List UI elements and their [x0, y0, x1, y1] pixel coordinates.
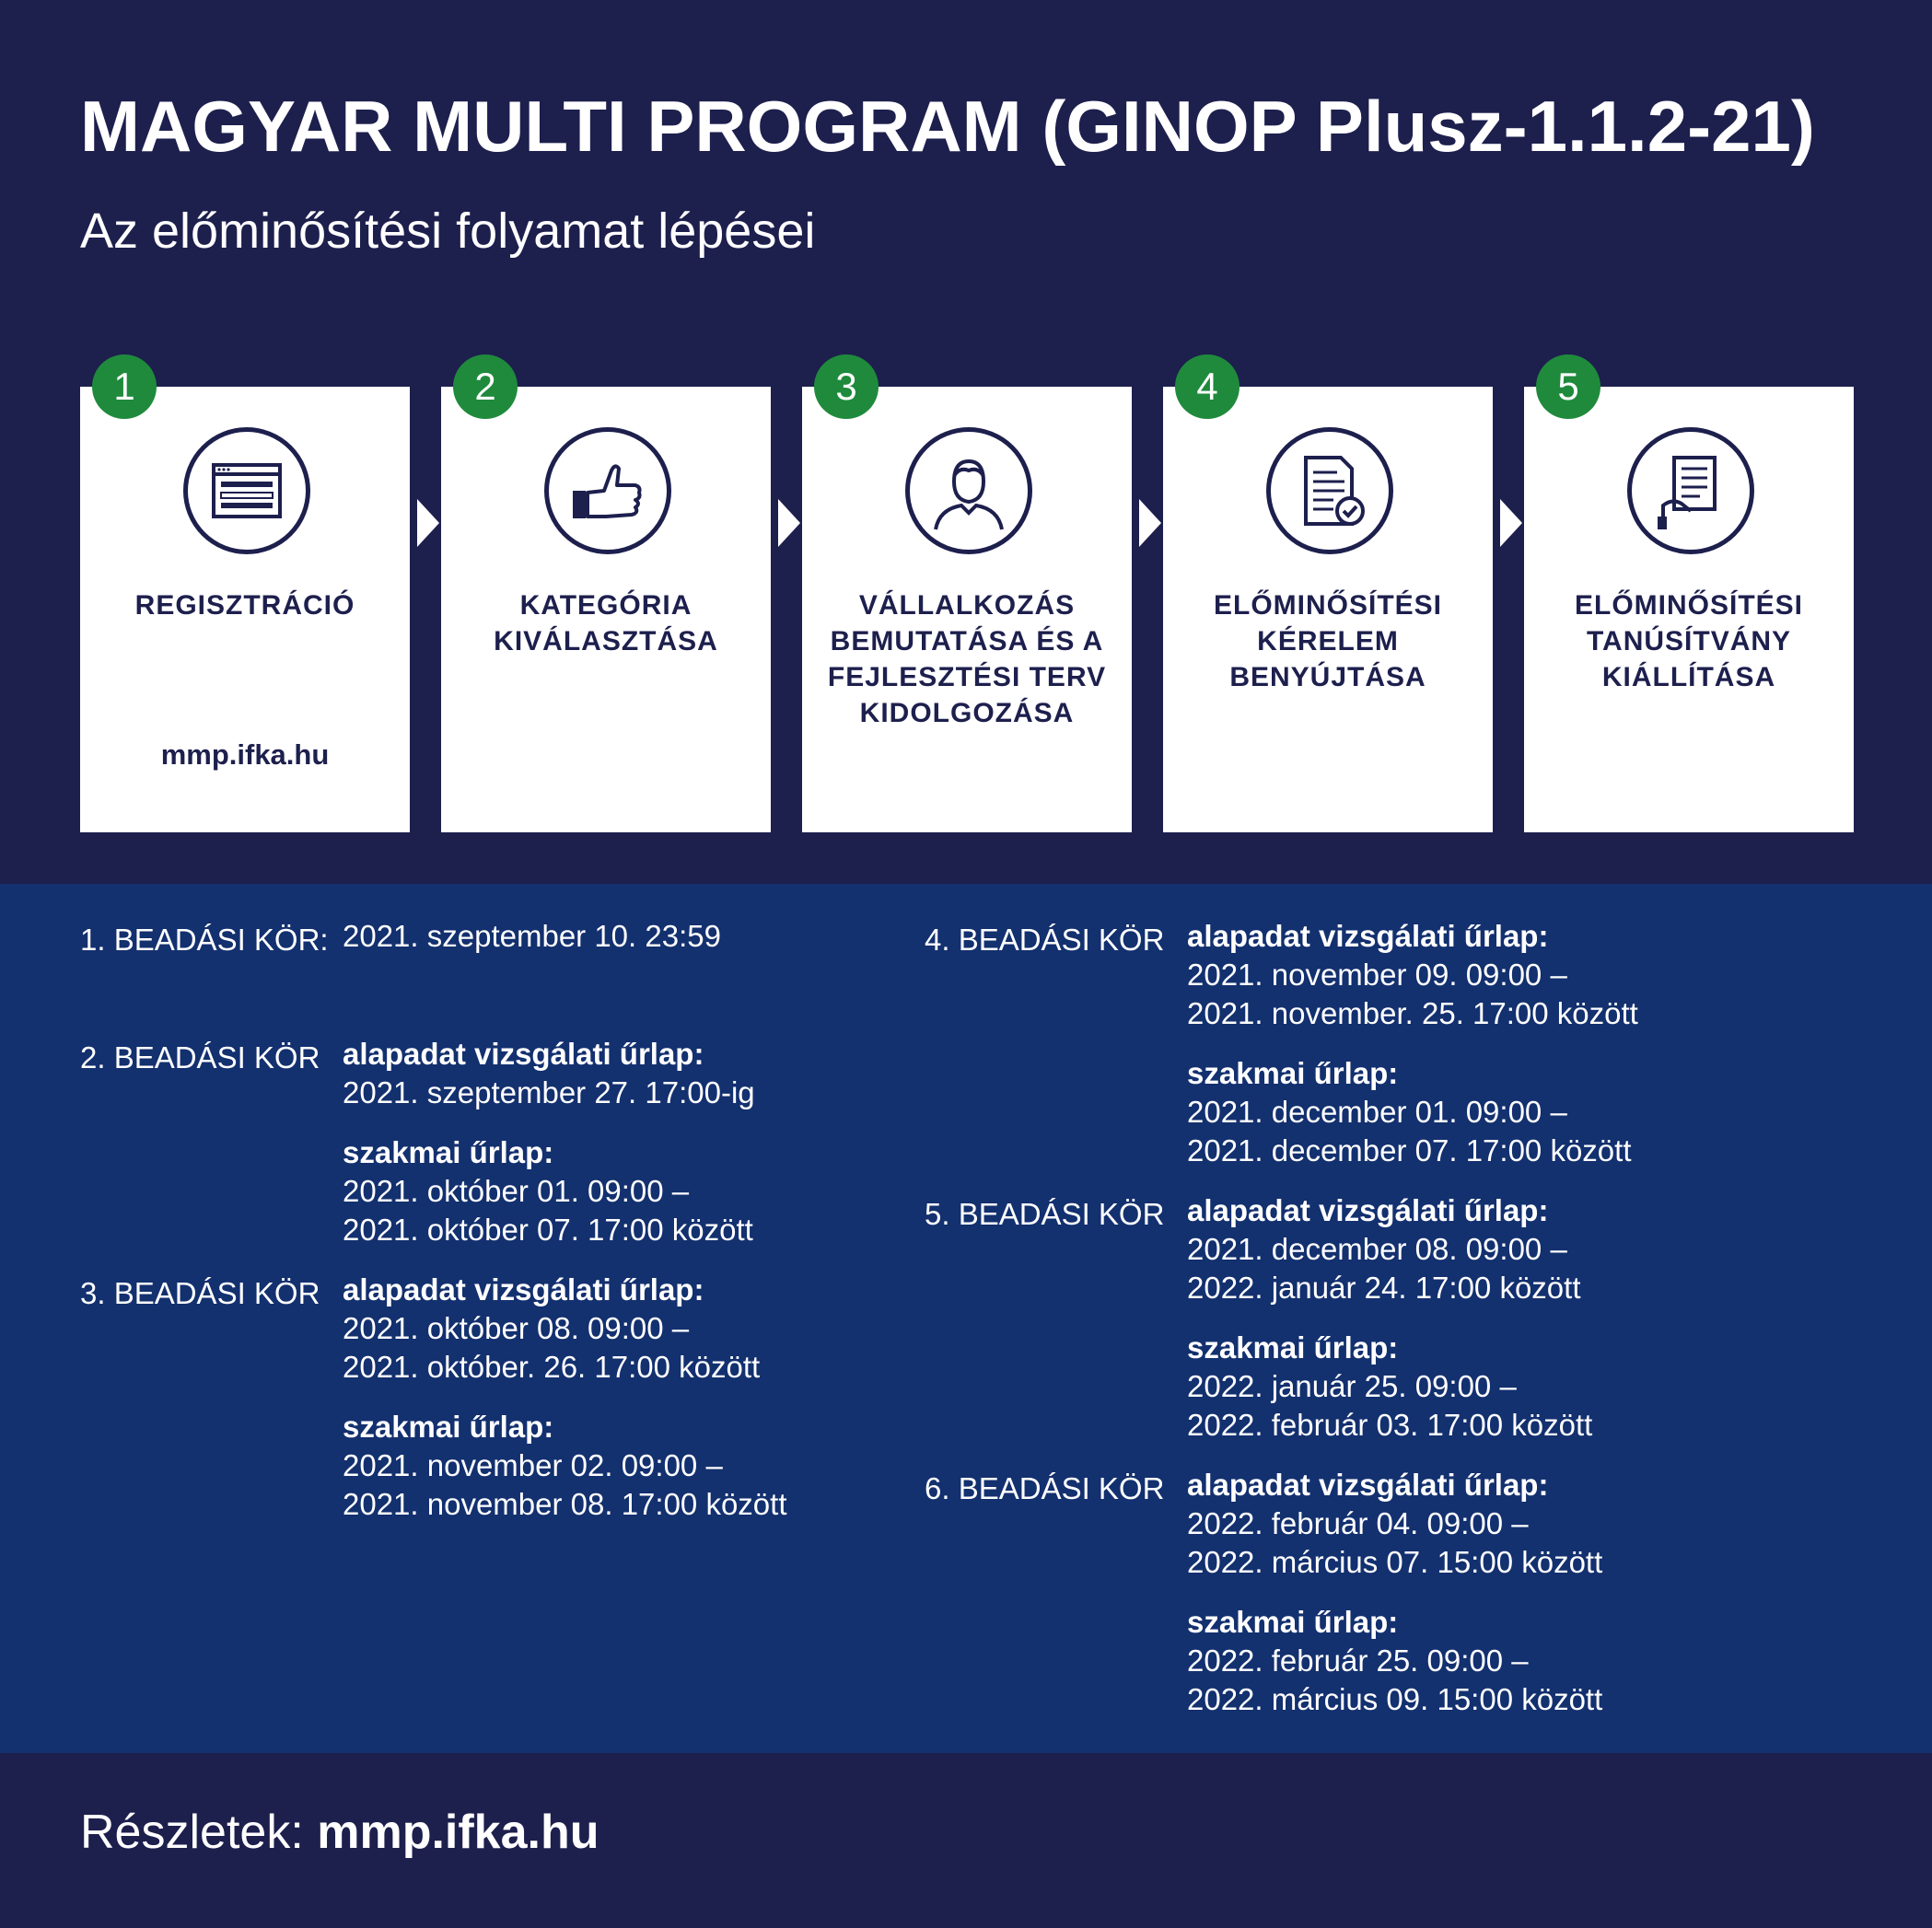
browser-window-icon	[183, 427, 310, 554]
step-card-3	[802, 387, 1132, 832]
step-card-4	[1163, 387, 1493, 832]
step-badge-5: 5	[1536, 354, 1600, 419]
footer-link[interactable]: mmp.ifka.hu	[317, 1806, 599, 1859]
round-1-value: 2021. szeptember 10. 23:59	[343, 919, 721, 953]
round-5-label: 5. BEADÁSI KÖR	[925, 1197, 1165, 1231]
round-3-value: alapadat vizsgálati űrlap: 2021. október 08. 09:00 – 2021. október. 26. 17:00 között szakmai űrlap: 2021. november 02. 09:00 – 2021. november 08. 17:00 között	[343, 1272, 787, 1521]
footer	[80, 1805, 599, 1860]
step-label-2: KATEGÓRIA KIVÁLASZTÁSA	[494, 590, 718, 656]
certificate-hand-icon	[1627, 427, 1754, 554]
arrow-right-icon	[778, 499, 800, 547]
round-2-value: alapadat vizsgálati űrlap: 2021. szeptember 27. 17:00-ig szakmai űrlap: 2021. október 01. 09:00 – 2021. október 07. 17:00 között	[343, 1037, 755, 1247]
step-badge-3: 3	[814, 354, 879, 419]
round-4-value: alapadat vizsgálati űrlap: 2021. november 09. 09:00 – 2021. november. 25. 17:00 között szakmai űrlap: 2021. december 01. 09:00 – 2021. december 07. 17:00 között	[1187, 919, 1638, 1167]
step-card-2	[441, 387, 771, 832]
footer-prefix: Részletek:	[80, 1806, 318, 1859]
step-badge-4: 4	[1175, 354, 1240, 419]
round-5-value: alapadat vizsgálati űrlap: 2021. december 08. 09:00 – 2022. január 24. 17:00 között szakmai űrlap: 2022. január 25. 09:00 – 2022. február 03. 17:00 között	[1187, 1193, 1593, 1442]
round-6-value: alapadat vizsgálati űrlap: 2022. február 04. 09:00 – 2022. március 07. 15:00 között szakmai űrlap: 2022. február 25. 09:00 – 2022. március 09. 15:00 között	[1187, 1468, 1603, 1716]
page-title: MAGYAR MULTI PROGRAM (GINOP Plusz-1.1.2-21)	[80, 86, 1815, 167]
step-card-1	[80, 387, 410, 832]
step-label-1: REGISZTRÁCIÓ	[134, 590, 355, 621]
arrow-right-icon	[417, 499, 439, 547]
arrow-right-icon	[1139, 499, 1161, 547]
step-label-3: VÁLLALKOZÁS BEMUTATÁSA ÉS A FEJLESZTÉSI TERV KIDOLGOZÁSA	[827, 590, 1107, 728]
step-card-5	[1524, 387, 1854, 832]
arrow-right-icon	[1500, 499, 1522, 547]
round-1-label: 1. BEADÁSI KÖR:	[80, 923, 329, 957]
person-icon	[905, 427, 1032, 554]
round-2-label: 2. BEADÁSI KÖR	[80, 1040, 320, 1074]
thumbs-up-icon	[544, 427, 671, 554]
page-subtitle: Az előminősítési folyamat lépései	[80, 203, 816, 259]
round-3-label: 3. BEADÁSI KÖR	[80, 1276, 320, 1310]
round-4-label: 4. BEADÁSI KÖR	[925, 923, 1165, 957]
step-badge-2: 2	[453, 354, 518, 419]
rounds-section	[0, 884, 1932, 1753]
document-check-icon	[1266, 427, 1393, 554]
step-label-5: ELŐMINŐSÍTÉSI TANÚSÍTVÁNY KIÁLLÍTÁSA	[1574, 590, 1804, 692]
step-label-4: ELŐMINŐSÍTÉSI KÉRELEM BENYÚJTÁSA	[1213, 590, 1443, 692]
header-section	[0, 0, 1932, 884]
step-badge-1: 1	[92, 354, 157, 419]
step-link-1[interactable]: mmp.ifka.hu	[160, 738, 330, 771]
round-6-label: 6. BEADÁSI KÖR	[925, 1471, 1165, 1505]
